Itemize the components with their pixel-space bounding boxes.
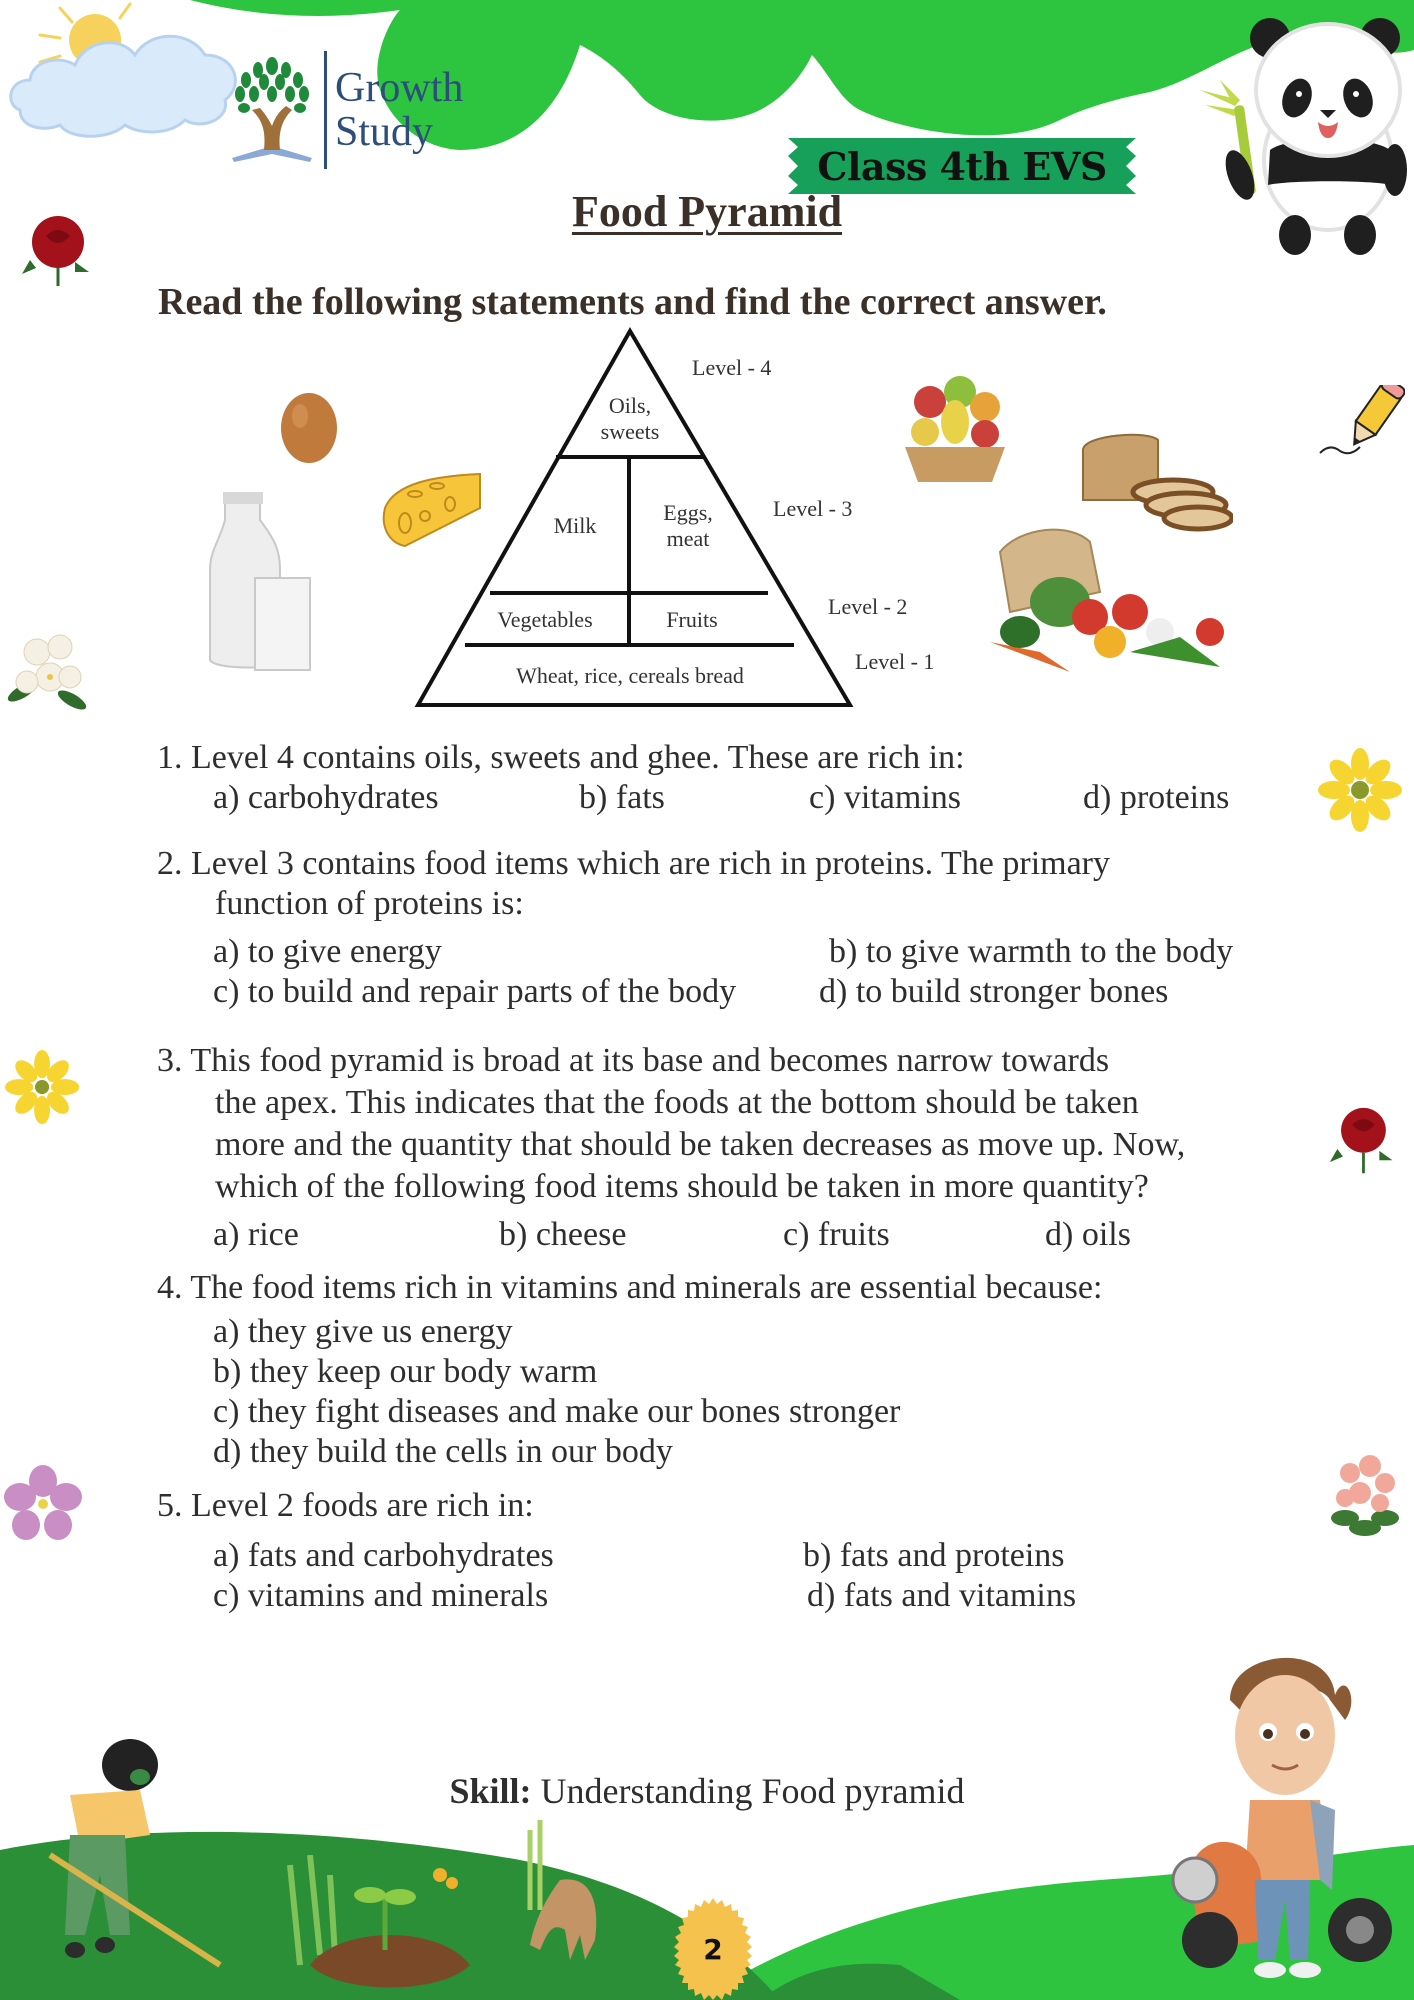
white-flowers-icon [2, 622, 98, 722]
purple-flower-icon [4, 1465, 82, 1543]
option-c[interactable]: c) fruits [783, 1216, 890, 1253]
pyramid-cell-grains: Wheat, rice, cereals bread [516, 663, 744, 688]
option-c[interactable]: c) they fight diseases and make our bones stronger [213, 1393, 901, 1430]
page-title-text: Food Pyramid [571, 187, 843, 236]
boy-scooter-mascot-icon [1160, 1640, 1400, 1990]
question-5 [157, 1486, 1307, 1616]
pyramid-cell-oils-sweets [580, 393, 680, 445]
egg-icon [278, 390, 340, 465]
option-a[interactable]: a) they give us energy [213, 1313, 513, 1350]
pyramid-cell-eggs-meat [638, 500, 738, 552]
question-1 [157, 738, 1307, 818]
option-row [157, 1536, 1307, 1576]
tree-book-icon [222, 50, 322, 170]
brand-line-2: Study [335, 109, 434, 155]
option-d[interactable]: d) oils [1045, 1216, 1131, 1253]
brand-name [335, 66, 463, 154]
option-b[interactable]: b) they keep our body warm [213, 1353, 598, 1390]
option-row [157, 1214, 1307, 1256]
seedling-soil-icon [280, 1855, 490, 1995]
deer-icon [500, 1820, 610, 1970]
pyramid-cell-text: meat [666, 526, 710, 551]
vegetable-basket-icon [980, 522, 1235, 682]
question-stem: 2. Level 3 contains food items which are rich in proteins. The primary [157, 845, 1110, 882]
level-2-label: Level - 2 [828, 594, 908, 619]
class-badge-label: Class 4th EVS [817, 143, 1107, 189]
option-row [157, 972, 1307, 1012]
option-a[interactable]: a) rice [213, 1216, 299, 1253]
skill-label: Skill: [449, 1771, 532, 1811]
option-c[interactable]: c) to build and repair parts of the body [213, 973, 737, 1010]
question-2 [157, 844, 1307, 1012]
question-stem: 1. Level 4 contains oils, sweets and ghee. These are rich in: [157, 739, 965, 776]
level-3-label: Level - 3 [773, 496, 853, 521]
logo-divider [324, 51, 327, 169]
question-4 [157, 1268, 1307, 1472]
question-stem: 4. The food items rich in vitamins and minerals are essential because: [157, 1269, 1103, 1306]
question-stem-cont: which of the following food items should be taken in more quantity? [215, 1168, 1149, 1205]
option-d[interactable]: d) to build stronger bones [819, 973, 1169, 1010]
pyramid-cell-milk: Milk [553, 513, 597, 538]
option-b[interactable]: b) to give warmth to the body [829, 933, 1234, 970]
page-number-badge [672, 1898, 754, 2000]
option-c[interactable]: c) vitamins [809, 779, 962, 816]
skill-text: Understanding Food pyramid [531, 1771, 965, 1811]
level-1-label: Level - 1 [855, 649, 935, 674]
question-stem: 3. This food pyramid is broad at its base and becomes narrow towards [157, 1042, 1110, 1079]
page-number: 2 [703, 1932, 723, 1966]
question-stem-cont: the apex. This indicates that the foods at the bottom should be taken [215, 1084, 1139, 1121]
option-a[interactable]: a) carbohydrates [213, 779, 439, 816]
page-title [0, 186, 1414, 237]
pyramid-cell-fruits: Fruits [666, 607, 718, 632]
option-d[interactable]: d) fats and vitamins [807, 1577, 1077, 1614]
option-row [157, 778, 1307, 818]
option-b[interactable]: b) fats and proteins [803, 1537, 1065, 1574]
option-d[interactable]: d) they build the cells in our body [213, 1433, 673, 1470]
instruction-text: Read the following statements and find the correct answer. [158, 281, 1107, 323]
pink-flower-pot-icon [1330, 1448, 1400, 1543]
milk-bottle-icon [205, 490, 315, 680]
level-4-label: Level - 4 [692, 355, 772, 380]
pyramid-cell-text: Eggs, [663, 500, 713, 525]
question-3 [157, 1040, 1307, 1256]
question-stem: 5. Level 2 foods are rich in: [157, 1487, 534, 1524]
option-row [157, 1576, 1307, 1616]
option-a[interactable]: a) fats and carbohydrates [213, 1537, 554, 1574]
fruit-basket-icon [900, 362, 1010, 487]
option-b[interactable]: b) cheese [499, 1216, 627, 1253]
yellow-flower-icon [1318, 748, 1403, 833]
option-d[interactable]: d) proteins [1083, 779, 1230, 816]
pyramid-cell-text: Oils, [608, 393, 652, 418]
option-a[interactable]: a) to give energy [213, 933, 442, 970]
pyramid-cell-text: sweets [600, 419, 660, 444]
red-rose-right-icon [1328, 1090, 1398, 1180]
option-b[interactable]: b) fats [579, 779, 665, 816]
growth-study-logo [222, 50, 482, 170]
brand-line-1: Growth [335, 65, 464, 111]
yellow-flower-small-icon [5, 1050, 80, 1125]
pyramid-cell-vegetables: Vegetables [497, 607, 593, 632]
option-column [157, 1312, 1307, 1472]
option-c[interactable]: c) vitamins and minerals [213, 1577, 549, 1614]
question-stem-cont: function of proteins is: [215, 885, 524, 922]
skill-line [0, 1770, 1414, 1812]
question-stem-cont: more and the quantity that should be taken decreases as move up. Now, [215, 1126, 1186, 1163]
question-list [157, 738, 1307, 1638]
pencil-icon [1315, 385, 1405, 465]
option-row [157, 932, 1307, 972]
bread-loaf-icon [1078, 430, 1233, 535]
